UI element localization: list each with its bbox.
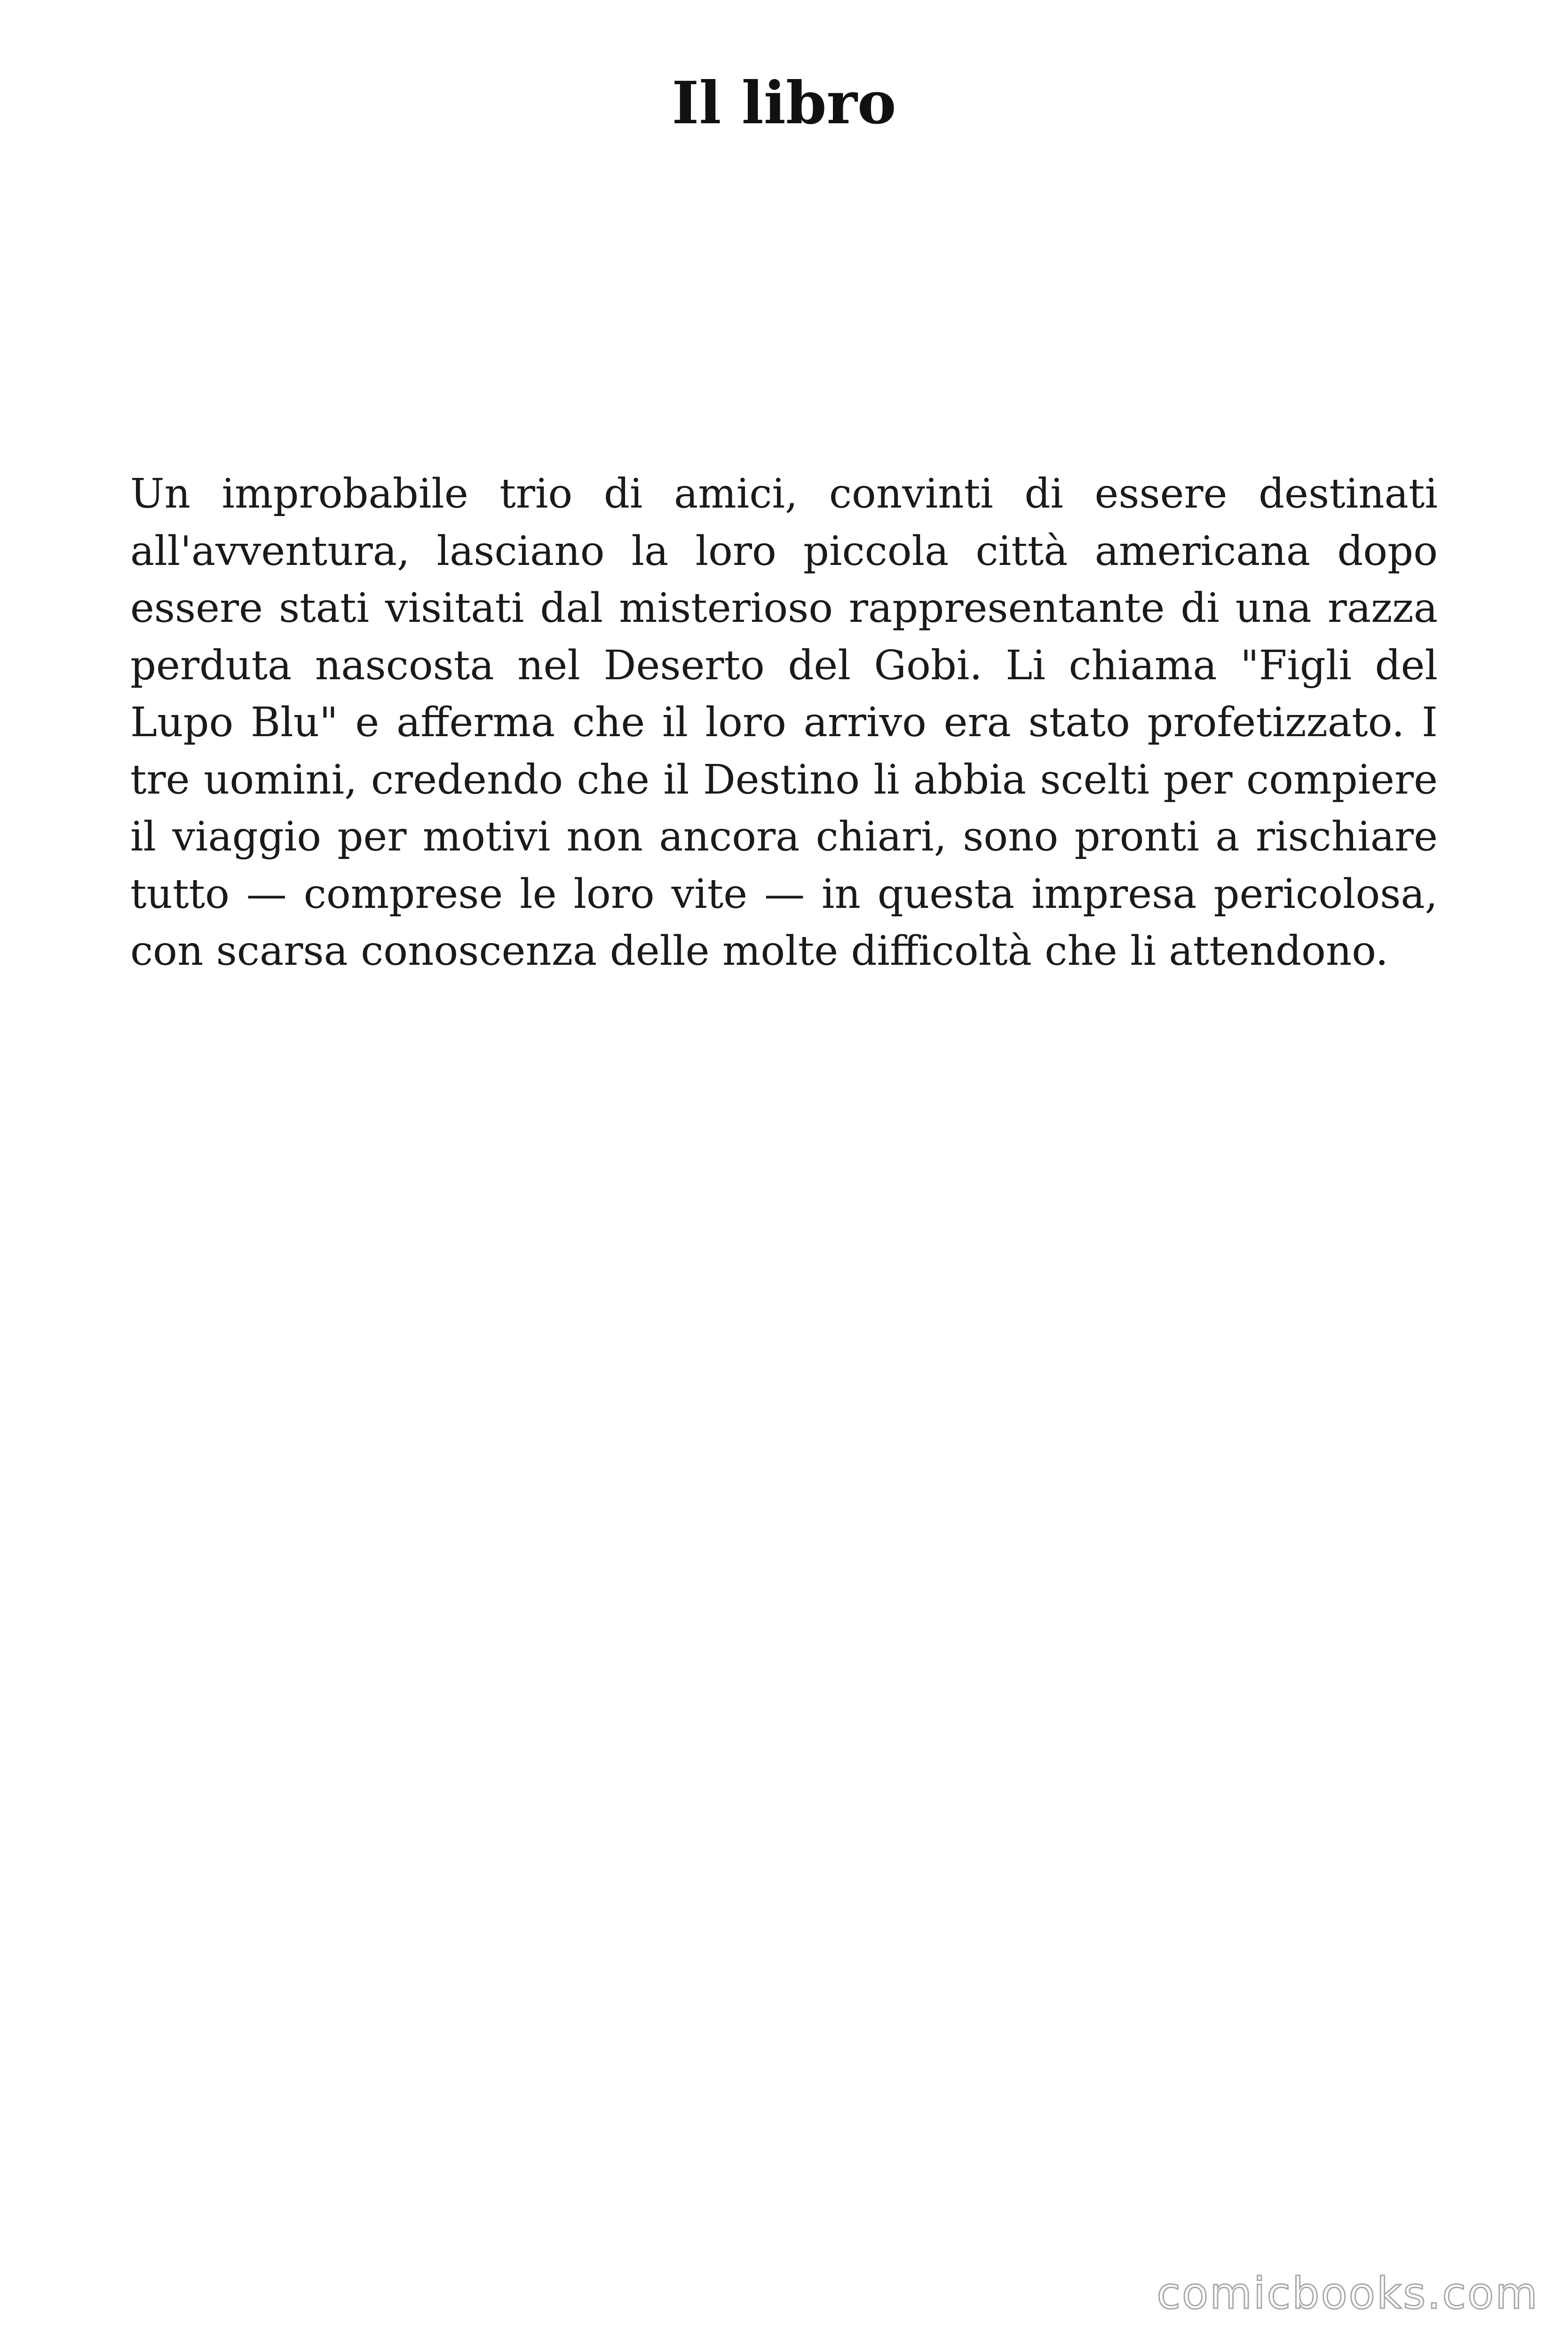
page-title: Il libro bbox=[672, 69, 896, 137]
site-watermark: comicbooks.com bbox=[1156, 2268, 1539, 2319]
book-blurb: Un improbabile trio di amici, convinti di essere destinati all'avventura, lasciano la loro piccola città americana dopo essere stati visitati dal misterioso rappresentante di una razza perduta nascosta nel Deserto del Gobi. Li chiama "Figli del Lupo Blu" e afferma che il loro arrivo era stato profetizzato. I tre uomini, credendo che il Destino li abbia scelti per compiere il viaggio per motivi non ancora chiari, sono pronti a rischiare tutto — comprese le loro vite — in questa impresa pericolosa, con scarsa conoscenza delle molte difficoltà che li attendono. bbox=[130, 470, 1438, 975]
